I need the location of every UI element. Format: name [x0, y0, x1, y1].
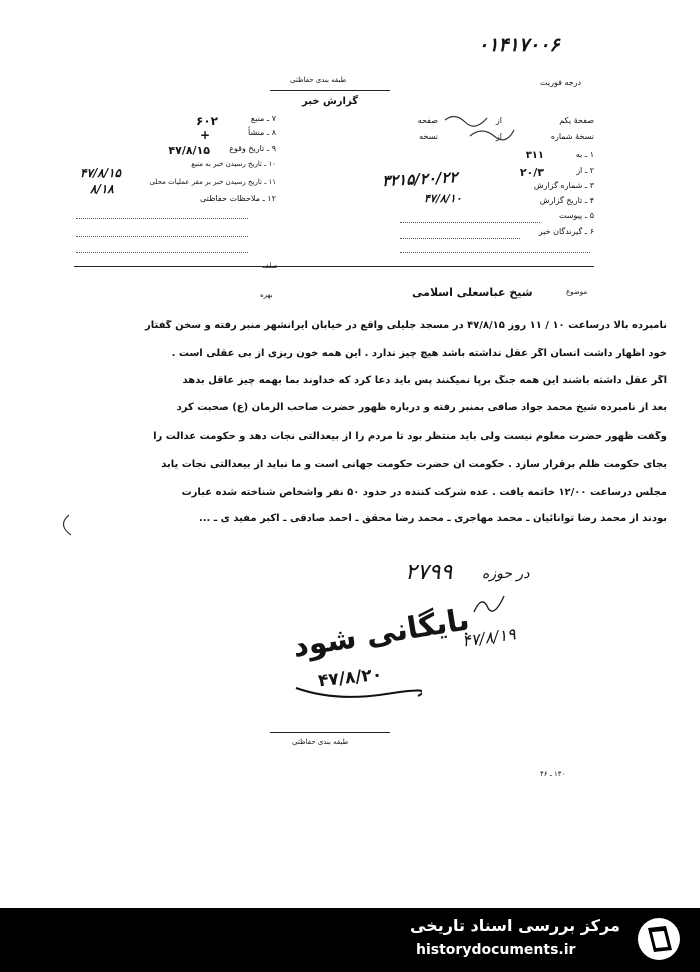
form-title: گزارش خبر: [302, 96, 359, 107]
left-field-occurrence-date-value: ۴۷/۸/۱۵: [168, 144, 210, 157]
margin-bracket: [55, 512, 75, 538]
footer-watermark: [0, 908, 700, 972]
subject-value: شیخ عباسعلی اسلامی: [412, 286, 533, 299]
left-field-receipt-source-label: ۱۰ ـ تاریخ رسیدن خبر به منبع: [191, 160, 276, 168]
footer-org-name: مرکز بررسی اسناد تاریخی: [410, 916, 620, 935]
copy-line-page-label: صفحهٔ یکم: [559, 116, 594, 125]
grade-label-top: صلف: [262, 262, 278, 270]
right-field-to-label: ۱ ـ به: [575, 150, 594, 159]
sign-date: ۴۷/۸/۱۹: [460, 624, 517, 651]
document-logo-icon: [636, 916, 682, 962]
recipients-dots-2: [400, 252, 590, 253]
urgency-label: درجه فوریت: [540, 78, 582, 87]
right-field-report-number-value: ۳۲۱۵/۲۰/۲۲: [381, 168, 458, 190]
subject-label: موضوع: [566, 288, 588, 296]
right-field-recipients-label: ۶ ـ گیرندگان خبر: [538, 227, 594, 236]
right-field-report-date-label: ۴ ـ تاریخ گزارش: [539, 196, 594, 205]
left-field-security-notes-label: ۱۲ ـ ملاحظات حفاظتی: [200, 194, 276, 203]
copy-line-copy-unit: نسخه: [419, 132, 438, 141]
right-field-from-label: ۲ ـ از: [576, 166, 594, 175]
recipients-dots: [400, 238, 520, 239]
right-field-to: [380, 150, 594, 164]
right-field-attachment-label: ۵ ـ پیوست: [558, 211, 594, 220]
classification-bottom-line: [270, 732, 390, 733]
left-field-receipt-local-label: ۱۱ ـ تاریخ رسیدن خبر بر مقر عملیات محلی: [149, 178, 276, 186]
section-separator: [74, 266, 594, 267]
copy-scribble: [440, 108, 530, 148]
left-field-origin-label: ۸ ـ منشأ: [248, 128, 276, 137]
archive-date: ۴۷/۸/۲۰: [317, 664, 384, 692]
left-field-source-label: ۷ ـ منبع: [250, 114, 276, 123]
archive-stamp: بایگانی شود: [290, 602, 472, 665]
left-field-occurrence-date: [80, 144, 276, 158]
grade-label-bottom: بهره: [260, 291, 273, 299]
copy-line-page-unit: صفحه: [417, 116, 438, 125]
copy-line-page-from: از: [495, 116, 502, 125]
serial-number: ۰۱۴۱۷۰۰۶: [478, 34, 560, 56]
classification-bottom: طبقه بندی حفاظتی: [292, 738, 349, 746]
form-code: ۱۳۰ ـ ۴۶: [540, 770, 566, 778]
left-field-origin: [80, 128, 276, 142]
initials-mark: [470, 590, 510, 620]
left-field-receipt-source-value: ۴۷/۸/۱۵: [80, 166, 121, 180]
body-line-3: اگر عقل داشته باشند این همه جنگ برپا نمیکنند پس باید دعا کرد که خداوند بما بهمه چیز عاقل بدهد: [182, 375, 667, 386]
body-line-4: بعد از نامبرده شیخ محمد جواد صافی بمنبر رفته و درباره ظهور حضرت صاحب الزمان (ع) صحبت کرد: [176, 402, 667, 413]
left-field-security-notes: [80, 194, 276, 208]
body-line-7: مجلس درساعت ۱۲/۰۰ خاتمه یافت . عده شرکت کننده در حدود ۵۰ نفر واشخاص شناخته شده عبارت: [181, 487, 667, 498]
body-line-6: بجای حکومت ظلم برقرار سازد . حکومت آن حضرت حکومت جهانی است و ما نباید از بیعدالتی نجات یابد: [161, 459, 667, 470]
right-field-report-date: [380, 196, 594, 210]
left-field-receipt-local-value: ۸/۱۸: [90, 182, 114, 196]
notes-dots-2: [76, 236, 248, 237]
left-field-occurrence-date-label: ۹ ـ تاریخ وقوع: [229, 144, 276, 153]
body-line-2: خود اظهار داشت انسان اگر عقل نداشته باشد هیچ چیز ندارد . این همه خون ریزی از بی عقلی است .: [171, 348, 667, 359]
right-field-from-value: ۲۰/۳: [519, 166, 544, 179]
footer-website: historydocuments.ir: [416, 942, 576, 958]
right-field-report-number-label: ۳ ـ شماره گزارش: [533, 181, 594, 190]
archive-underline: [292, 680, 422, 710]
left-field-source: [80, 114, 276, 128]
left-field-origin-value: +: [199, 128, 210, 142]
right-field-report-date-value: ۴۷/۸/۱۰: [424, 192, 462, 205]
copy-line-copy-from: از: [495, 132, 502, 141]
classification-top: طبقه بندی حفاظتی: [290, 76, 347, 84]
body-line-8: بودند از محمد رضا توانائیان ـ محمد مهاجری ـ محمد رضا محقق ـ احمد صادقی ـ اکبر مفید ی ـ ...: [198, 513, 667, 524]
margin-word: در حوزه: [482, 566, 530, 582]
copy-line-copy-label: نسخهٔ شماره: [550, 132, 594, 141]
body-line-1: نامبرده بالا درساعت ۱۰ / ۱۱ روز ۴۷/۸/۱۵ در مسجد جلیلی واقع در خیابان ایرانشهر منبر رفته و سخن گفتار: [145, 320, 667, 331]
body-line-5: وگفت ظهور حضرت معلوم نیست ولی باید منتظر بود تا مردم را از بیعدالتی نجات دهد و حکومت عدالت را: [153, 431, 667, 442]
right-field-to-value: ۳۱۱: [525, 150, 544, 161]
notes-dots-3: [76, 252, 248, 253]
classification-top-line: [270, 90, 390, 91]
notes-dots-1: [76, 218, 248, 219]
margin-number: ۲۷۹۹: [405, 560, 453, 585]
left-field-source-value: ۶۰۲: [196, 114, 218, 128]
attachment-dots: [400, 222, 540, 223]
